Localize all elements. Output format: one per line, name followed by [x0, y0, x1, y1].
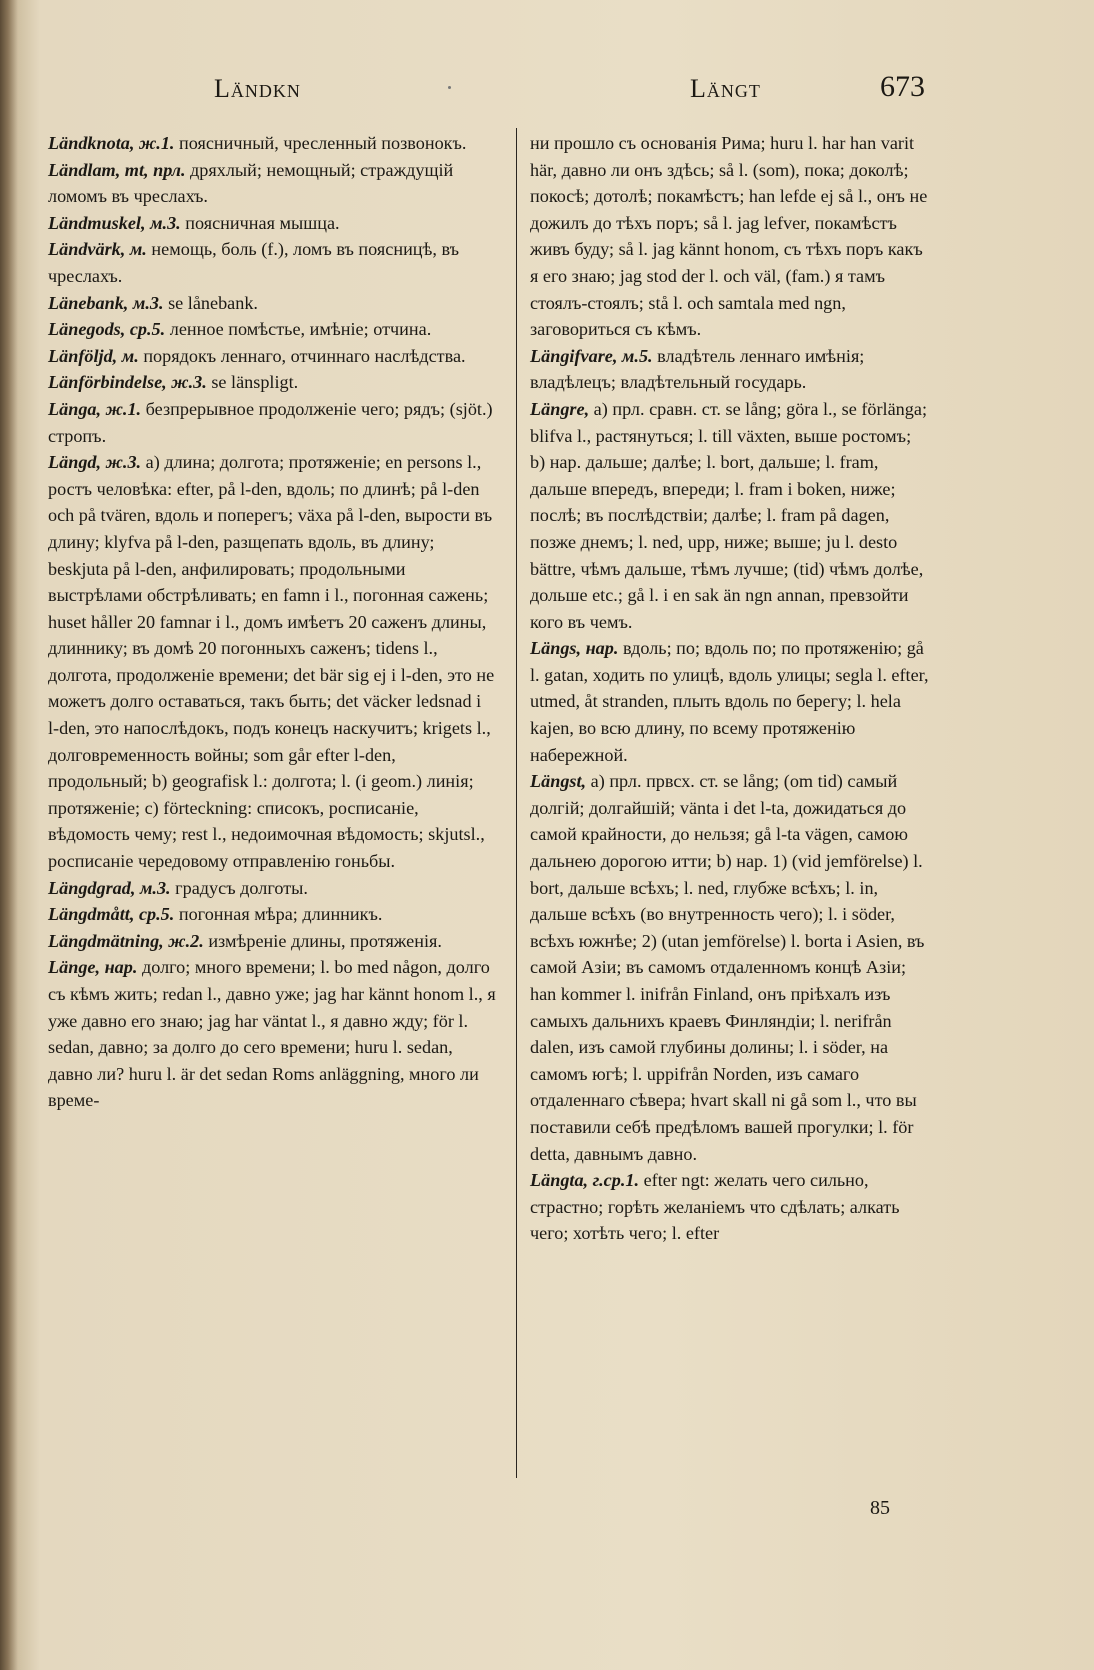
dictionary-entry [48, 875, 496, 902]
definition: se lånebank. [163, 292, 258, 313]
headword: Länförbindelse, ж.3. [48, 372, 207, 393]
column-divider [516, 128, 517, 1478]
headword: Ländvärk, м. [48, 239, 147, 260]
definition: безпрерывное продолженіе чего; рядъ; (sjöt.) стропъ. [48, 398, 493, 446]
definition: ни прошло съ основанія Рима; huru l. har han varit här, давно ли онъ здѣсь; så l. (som), пока; доколѣ; покосѣ; дотолѣ; покамѣстъ; han lefde ej så l., онъ не дожилъ до тѣхъ поръ; så l. jag lefver, покамѣстъ живъ буду; så l. jag kännt honom, съ тѣхъ поръ какъ я его знаю; jag stod der l. och väl, (fam.) я тамъ стоялъ-стоялъ; stå l. och samtala med ngn, заговориться съ кѣмъ. [530, 133, 928, 340]
definition: а) прл. сравн. ст. se lång; göra l., se förlänga; blifva l., растянуться; l. till växten, выше ростомъ; b) нар. дальше; далѣе; l. bort, дальше; l. fram, дальше впередъ, впереди; l. fram i boken, ниже; послѣ; въ послѣдствіи; далѣе; l. fram på dagen, позже днемъ; l. ned, upp, ниже; выше; ju l. desto bättre, чѣмъ дальше, тѣмъ лучше; (tid) чѣмъ долѣе, дольше etc.; gå l. i en sak än ngn annan, превзойти кого въ чемъ. [530, 398, 927, 632]
definition: se länspligt. [206, 372, 299, 393]
left-column [48, 130, 496, 1114]
definition: порядокъ леннаго, отчиннаго наслѣдства. [138, 345, 466, 366]
definition: погонная мѣра; длинникъ. [174, 904, 383, 925]
dictionary-entry [530, 396, 930, 635]
headword: Längdgrad, м.3. [48, 877, 171, 898]
dictionary-entry [48, 343, 496, 370]
page-number: 673 [880, 70, 925, 103]
dictionary-entry [530, 635, 930, 768]
definition: вдоль; по; вдоль по; по протяженію; gå l. gatan, ходить по улицѣ, вдоль улицы; segla l. efter, utmed, åt stranden, плыть вдоль по берегу; l. hela kajen, во всю длину, по всему протяженію набережной. [530, 638, 929, 765]
dictionary-entry [48, 449, 496, 875]
definition: efter ngt: желать чего сильно, страстно; горѣть желаніемъ что сдѣлать; алкать чего; хотѣть чего; l. efter [530, 1170, 900, 1244]
definition: дряхлый; немощный; страждущій ломомъ въ чреслахъ. [48, 159, 454, 207]
dictionary-entry [48, 396, 496, 449]
dictionary-entry [48, 130, 496, 157]
dictionary-entry [48, 316, 496, 343]
page-header [0, 70, 1094, 114]
headword: Länga, ж.1. [48, 398, 142, 419]
definition: ленное помѣстье, имѣніе; отчина. [165, 319, 432, 340]
dictionary-entry [48, 157, 496, 210]
signature-mark: 85 [870, 1497, 890, 1519]
dictionary-entry [48, 369, 496, 396]
definition: владѣтель леннаго имѣнія; владѣлецъ; владѣтельный государь. [530, 345, 865, 393]
headword: Längdmått, ср.5. [48, 904, 175, 925]
headword: Ländlam, mt, прл. [48, 159, 186, 180]
left-running-head: Ländkn [214, 74, 301, 103]
definition: долго; много времени; l. bo med någon, долго съ кѣмъ жить; redan l., давно уже; jag har kännt honom l., я уже давно его знаю; jag har väntat l., я давно жду; för l. sedan, давно; за долго до сего времени; huru l. sedan, давно ли? huru l. är det sedan Roms anläggning, много ли време- [48, 957, 496, 1111]
dictionary-entry [48, 954, 496, 1114]
headword: Ländmuskel, м.3. [48, 212, 181, 233]
headword: Längta, г.ср.1. [530, 1170, 640, 1191]
dictionary-entry [530, 130, 930, 343]
dictionary-entry [48, 236, 496, 289]
dictionary-entry [48, 210, 496, 237]
right-running-head: Längt [690, 74, 761, 103]
right-column [530, 130, 930, 1247]
definition: а) длина; долгота; протяженіе; en persons l., ростъ человѣка: efter, på l-den, вдоль; по длинѣ; på l-den och på tvären, вдоль и поперегъ; växa på l-den, вырости въ длину; klyfva på l-den, разщепать вдоль, въ длину; beskjuta på l-den, анфилировать; продольными выстрѣлами обстрѣливать; en famn i l., погонная сажень; huset håller 20 famnar i l., домъ имѣетъ 20 саженъ длины, длиннику; въ домѣ 20 погонныхъ саженъ; tidens l., долгота, продолженіе времени; det bär sig ej i l-den, это не можетъ долго оставаться, такъ быть; det väcker ledsnad i l-den, это напослѣдокъ, подъ конецъ наскучитъ; krigets l., долговременность войны; som går efter l-den, продольный; b) geografisk l.: долгота; l. (i geom.) линія; протяженіе; c) förteckning: списокъ, росписаніе, вѣдомость чему; rest l., недоимочная вѣдомость; skjutsl., росписаніе чередовому отправленію гоньбы. [48, 452, 495, 872]
headword: Länge, нар. [48, 957, 138, 978]
definition: измѣреніе длины, протяженія. [203, 930, 442, 951]
headword: Ländknota, ж.1. [48, 133, 175, 153]
dictionary-entry [48, 290, 496, 317]
headword: Längifvare, м.5. [530, 345, 653, 366]
header-dot [448, 86, 451, 89]
headword: Länegods, ср.5. [48, 319, 166, 340]
definition: немощь, боль (f.), ломъ въ поясницѣ, въ чреслахъ. [48, 239, 460, 286]
definition: а) прл. првсх. ст. se lång; (om tid) самый долгій; долгайшій; vänta i det l-ta, дожидаться до самой крайности, до нельзя; gå l-ta vägen, самою дальнею дорогою итти; b) нар. 1) (vid jemförelse) l. bort, дальше всѣхъ; l. ned, глубже всѣхъ; l. in, дальше всѣхъ (во внутренность чего); l. i söder, всѣхъ южнѣе; 2) (utan jemförelse) l. borta i Asien, въ самой Азіи; въ самомъ отдаленномъ концѣ Азіи; han kommer l. inifrån Finland, онъ пріѣхалъ изъ самыхъ дальнихъ краевъ Финляндіи; l. nerifrån dalen, изъ самой глубины долины; l. i söder, на самомъ югѣ; l. uppifrån Norden, изъ самаго отдаленнаго сѣвера; hvart skall ni gå som l., что вы поставили себѣ предѣломъ вашей прогулки; l. för detta, давнымъ давно. [530, 771, 925, 1164]
headword: Längs, нар. [530, 638, 619, 659]
headword: Längd, ж.3. [48, 452, 142, 473]
dictionary-entry [48, 901, 496, 928]
dictionary-entry [530, 343, 930, 396]
headword: Längre, [530, 398, 590, 419]
definition: поясничная мышца. [180, 212, 340, 233]
dictionary-entry [530, 768, 930, 1167]
dictionary-entry [530, 1167, 930, 1247]
dictionary-entry [48, 928, 496, 955]
headword: Längdmätning, ж.2. [48, 930, 204, 951]
headword: Länebank, м.3. [48, 292, 164, 313]
definition: градусъ долготы. [170, 877, 308, 898]
headword: Längst, [530, 771, 587, 792]
headword: Länföljd, м. [48, 345, 139, 366]
definition: поясничный, чресленный позвонокъ. [174, 133, 467, 153]
